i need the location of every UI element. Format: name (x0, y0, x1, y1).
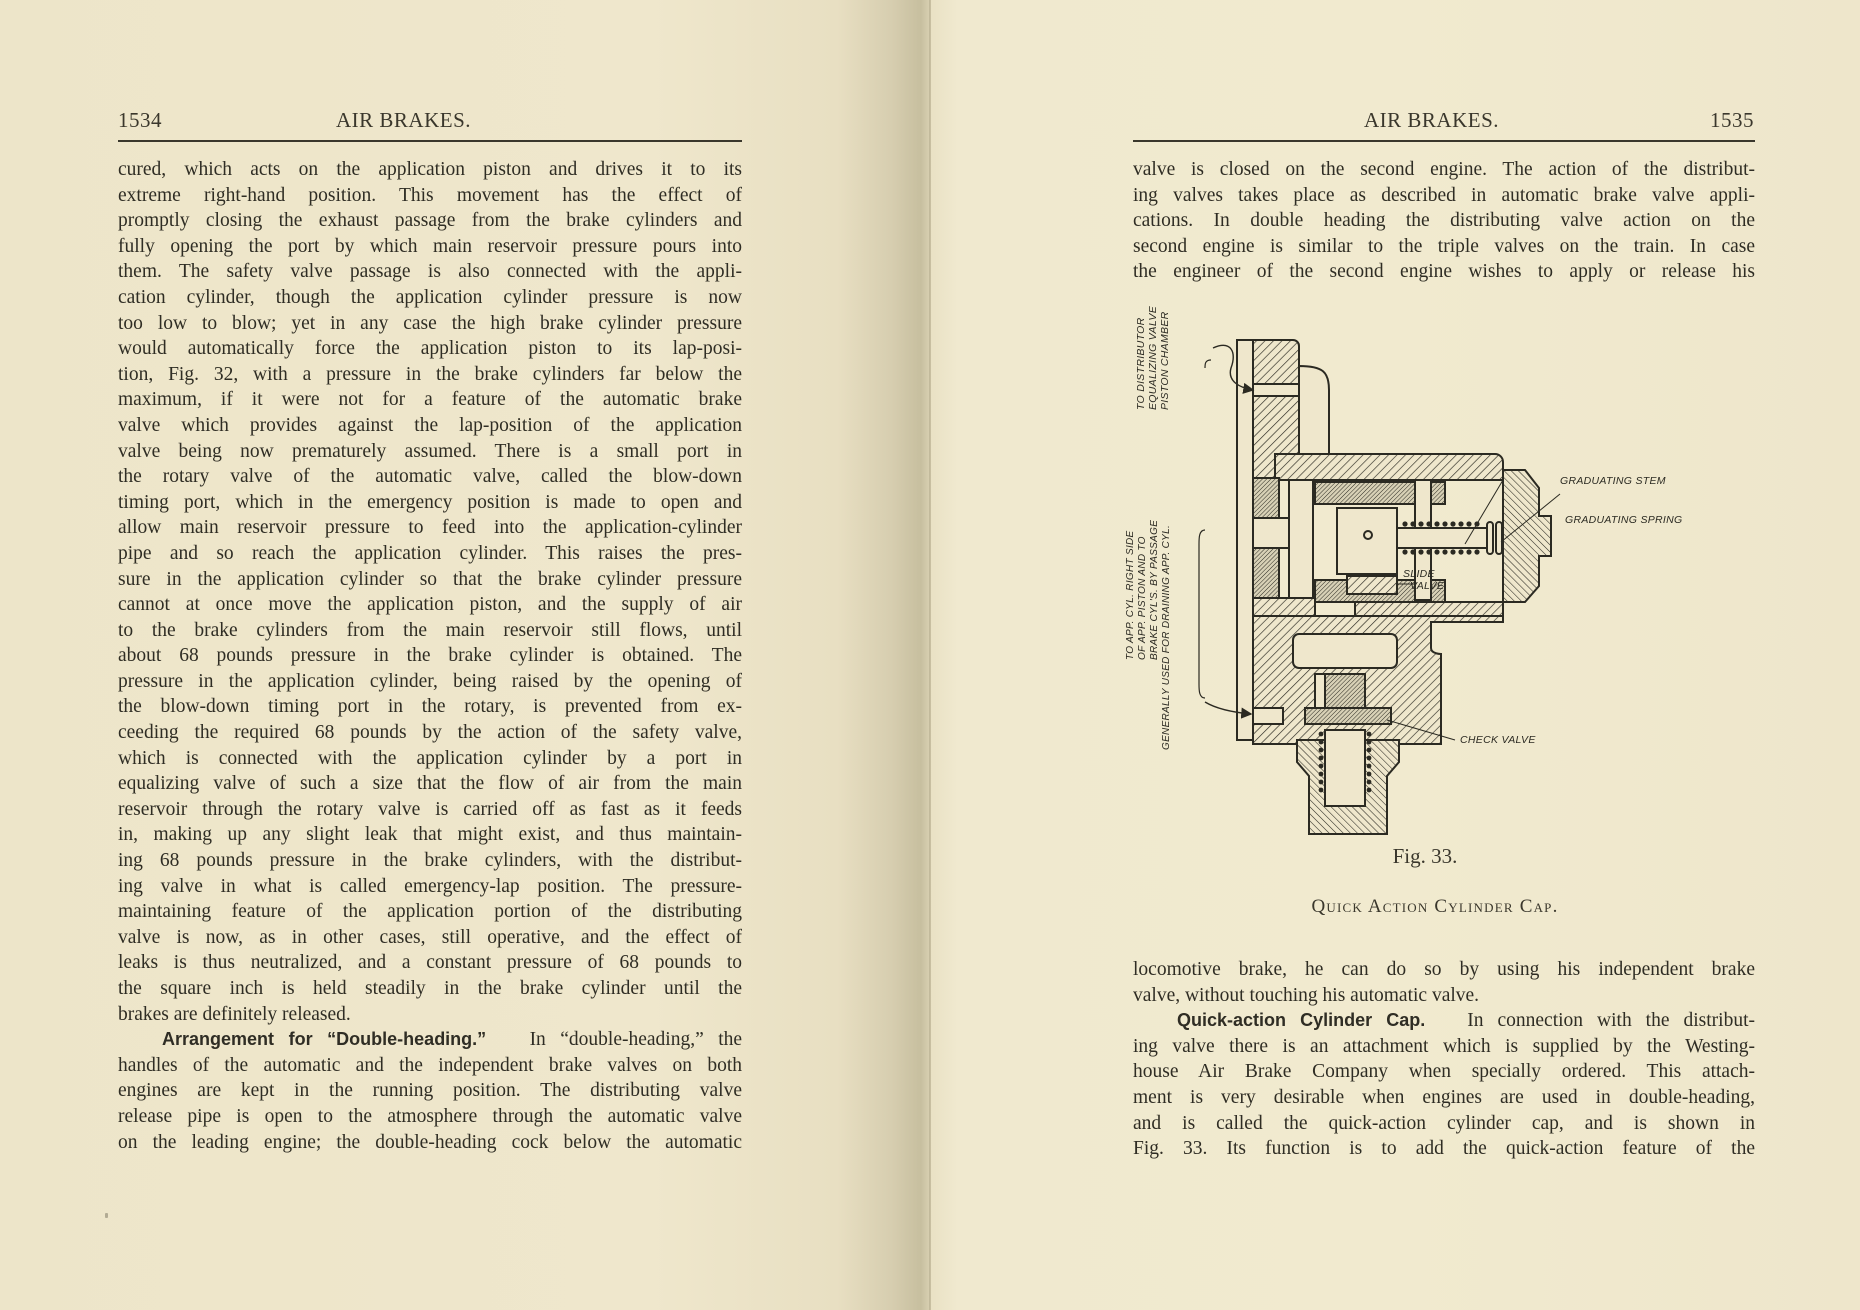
label-line: TO DISTRIBUTOR (1135, 317, 1147, 410)
text-line: valve is now, as in other cases, still operative, and the effect of (118, 926, 742, 948)
label-line: PISTON CHAMBER (1159, 311, 1171, 410)
text-line: pressure in the application cylinder, being raised by the opening of (118, 670, 742, 692)
figure-33 (1125, 305, 1725, 875)
text-line: fully opening the port by which main reservoir pressure pours into (118, 235, 742, 257)
text-line: about 68 pounds pressure in the brake cylinder is obtained. The (118, 645, 742, 667)
text-line: ment is very desirable when engines are used in double-heading, (1133, 1086, 1755, 1108)
label-valve: VALVE (1410, 580, 1445, 592)
text-line: ing valve in what is called emergency-lap position. The pressure- (118, 875, 742, 897)
text-line: maintaining feature of the application portion of the distributing (118, 901, 742, 923)
text-line: ing valve there is an attachment which is supplied by the Westing- (1133, 1035, 1755, 1057)
text-line: valve being now prematurely assumed. There is a small port in (118, 440, 742, 462)
label-graduating-stem: GRADUATING STEM (1560, 475, 1666, 487)
page-number-left: 1534 (118, 108, 162, 132)
quick-action-cylinder-cap-diagram (1165, 330, 1725, 875)
running-head-right: AIR BRAKES. (1364, 108, 1500, 132)
text-line: maximum, if it were not for a feature of the automatic brake (118, 389, 742, 411)
text-line: would automatically force the application piston to its lap-posi- (118, 338, 742, 360)
text-line: in, making up any slight leak that might exist, and thus maintain- (118, 824, 742, 846)
left-page-body (118, 157, 742, 1155)
label-line: GENERALLY USED FOR DRAINING APP. CYL. (1161, 524, 1172, 750)
text-line: extreme right-hand position. This movement has the effect of (118, 184, 742, 206)
text-line: tion, Fig. 32, with a pressure in the brake cylinders far below the (118, 363, 742, 385)
right-page-body-top (1133, 157, 1755, 285)
text-line: Fig. 33. Its function is to add the quick-action feature of the (1133, 1138, 1755, 1160)
label-to-app-cyl (1125, 520, 1173, 750)
book-gutter (929, 0, 931, 1310)
text-line: cured, which acts on the application piston and drives it to its (118, 159, 742, 180)
text-line: cation cylinder, though the application cylinder pressure is now (118, 286, 742, 308)
text-line: them. The safety valve passage is also connected with the appli- (118, 261, 742, 283)
text-line: brakes are definitely released. (118, 1003, 351, 1025)
text-run: In connection with the distribut- (1467, 1010, 1755, 1032)
text-line: valve which provides against the lap-position of the application (118, 414, 742, 436)
text-line: to the brake cylinders from the main reservoir still flows, until (118, 619, 742, 641)
text-line: the blow-down timing port in the rotary, is prevented from ex- (118, 696, 742, 718)
label-line: OF APP. PISTON AND TO (1137, 536, 1148, 660)
header-rule-left (118, 140, 742, 142)
text-line: house Air Brake Company when specially ordered. This attach- (1133, 1061, 1755, 1083)
text-line: valve, without touching his automatic valve. (1133, 984, 1480, 1006)
text-line: on the leading engine; the double-heading cock below the automatic (118, 1131, 742, 1153)
text-line: ing valves takes place as described in automatic brake valve appli- (1133, 184, 1755, 206)
section-heading: Arrangement for “Double-heading.” (162, 1029, 487, 1050)
label-line: BRAKE CYL'S. BY PASSAGE (1149, 519, 1160, 660)
right-page-body-bottom (1133, 957, 1755, 1162)
text-line: release pipe is open to the atmosphere through the automatic valve (118, 1105, 742, 1127)
text-line: valve is closed on the second engine. The action of the distribut- (1133, 159, 1755, 180)
text-line: sure in the application cylinder so that the brake cylinder pressure (118, 568, 742, 590)
section-heading-line (118, 1027, 742, 1053)
text-line: cannot at once move the application piston, and the supply of air (118, 594, 742, 616)
label-slide: SLIDE (1403, 568, 1435, 580)
text-line: the engineer of the second engine wishes to apply or release his (1133, 261, 1755, 283)
text-line: equalizing valve of such a size that the flow of air from the main (118, 773, 742, 795)
section-heading-line (1133, 1008, 1755, 1034)
text-line: reservoir through the rotary valve is carried off as fast as it feeds (118, 798, 742, 820)
text-line: timing port, which in the emergency position is made to open and (118, 491, 742, 513)
paper-speck (105, 1213, 108, 1218)
text-line: cations. In double heading the distributing valve action on the (1133, 210, 1755, 232)
text-line: locomotive brake, he can do so by using his independent brake (1133, 959, 1755, 980)
label-line: EQUALIZING VALVE (1147, 305, 1159, 410)
figure-number: Fig. 33. (1392, 844, 1458, 868)
page-number-right: 1535 (1710, 108, 1754, 132)
text-line: pipe and so reach the application cylinder. This raises the pres- (118, 542, 742, 564)
label-line: TO APP. CYL. RIGHT SIDE (1125, 530, 1136, 660)
label-graduating-spring: GRADUATING SPRING (1565, 514, 1683, 526)
figure-caption: Quick Action Cylinder Cap. (1311, 896, 1559, 917)
text-line: engines are kept in the running position. The distributing valve (118, 1080, 742, 1102)
text-line: the square inch is held steadily in the brake cylinder until the (118, 978, 742, 999)
text-line: second engine is similar to the triple valves on the train. In case (1133, 235, 1755, 257)
text-line: and is called the quick-action cylinder cap, and is shown in (1133, 1112, 1755, 1134)
text-line: which is connected with the application cylinder by a port in (118, 747, 742, 769)
section-heading: Quick-action Cylinder Cap. (1177, 1010, 1426, 1031)
text-line: the rotary valve of the automatic valve, called the blow-down (118, 466, 742, 488)
running-head-left: AIR BRAKES. (336, 108, 472, 132)
text-line: ing 68 pounds pressure in the brake cylinders, with the distribut- (118, 850, 742, 872)
header-rule-right (1133, 140, 1755, 142)
label-check-valve: CHECK VALVE (1460, 734, 1536, 746)
label-to-distributor (1135, 306, 1171, 410)
text-line: leaks is thus neutralized, and a constant pressure of 68 pounds to (118, 952, 742, 974)
text-line: too low to blow; yet in any case the high brake cylinder pressure (118, 312, 742, 334)
text-line: handles of the automatic and the independent brake valves on both (118, 1054, 742, 1076)
text-run: In “double-heading,” the (529, 1029, 742, 1051)
text-line: promptly closing the exhaust passage from the brake cylinders and (118, 210, 742, 232)
text-line: allow main reservoir pressure to feed into the application-cylinder (118, 517, 742, 539)
text-line: ceeding the required 68 pounds by the action of the safety valve, (118, 722, 742, 744)
